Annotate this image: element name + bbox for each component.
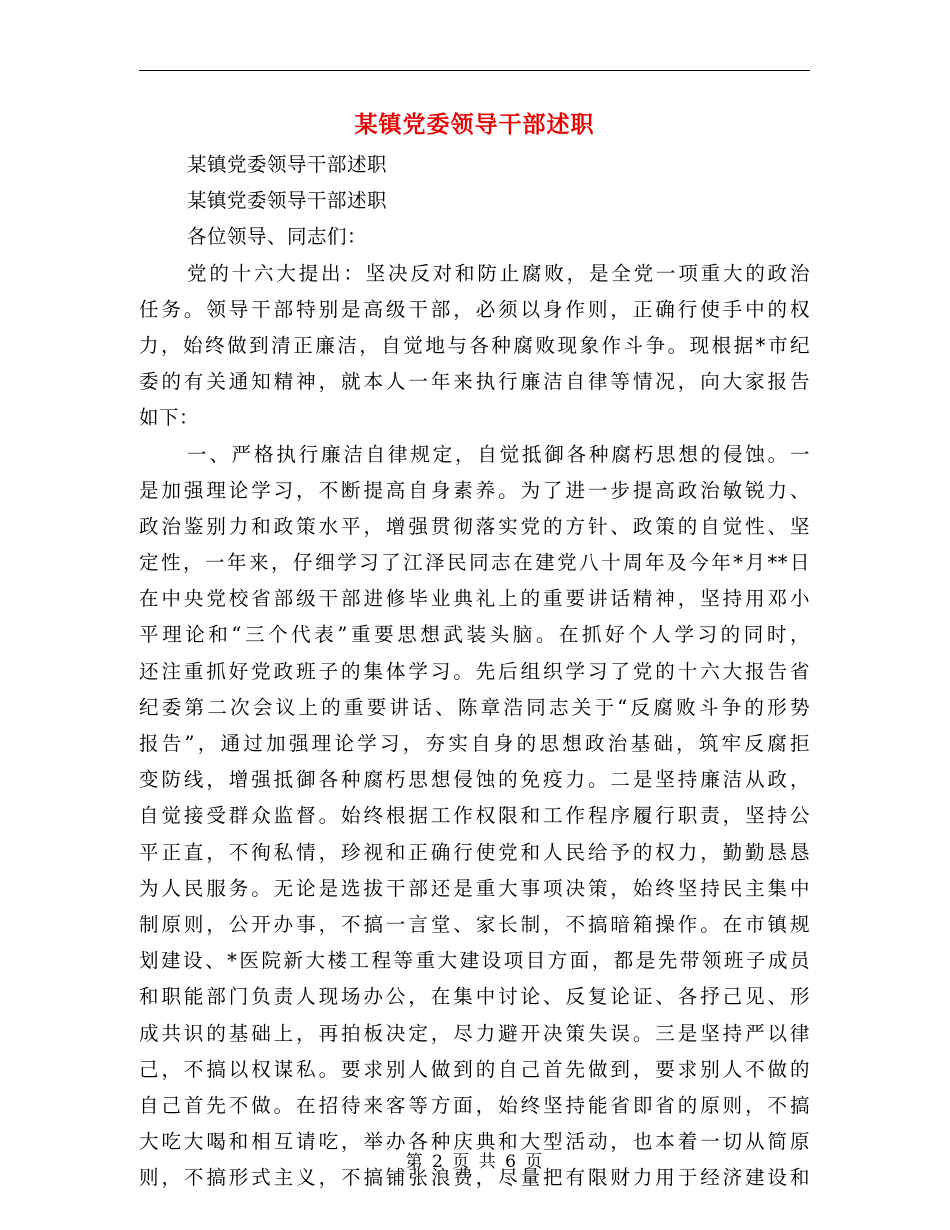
body-line: 任务。领导干部特别是高级干部，必须以身作则，正确行使手中的权 [139,297,810,321]
body-line: 某镇党委领导干部述职 [187,189,388,213]
body-line: 各位领导、同志们： [187,225,368,249]
body-line: 划建设、*医院新大楼工程等重大建设项目方面，都是先带领班子成员 [139,949,810,973]
body-line: 定性，一年来，仔细学习了江泽民同志在建党八十周年及今年*月**日 [139,551,810,575]
body-line: 和职能部门负责人现场办公，在集中讨论、反复论证、各抒己见、形 [139,985,810,1009]
body-line: 成共识的基础上，再拍板决定，尽力避开决策失误。三是坚持严以律 [139,1021,810,1045]
body-line: 为人民服务。无论是选拔干部还是重大事项决策，始终坚持民主集中 [139,876,810,900]
document-body [139,147,810,1196]
body-line: 则，不搞形式主义，不搞铺张浪费，尽量把有限财力用于经济建设和 [139,1166,810,1190]
body-line: 是加强理论学习，不断提高自身素养。为了进一步提高政治敏锐力、 [139,478,810,502]
body-line: 己，不搞以权谋私。要求别人做到的自己首先做到，要求别人不做的 [139,1057,810,1081]
body-line: 如下： [139,406,200,430]
body-line: 党的十六大提出：坚决反对和防止腐败，是全党一项重大的政治 [187,261,810,285]
body-line: 制原则，公开办事，不搞一言堂、家长制，不搞暗箱操作。在市镇规 [139,912,810,936]
body-line: 政治鉴别力和政策水平，增强贯彻落实党的方针、政策的自觉性、坚 [139,514,810,538]
body-line: 大吃大喝和相互请吃，举办各种庆典和大型活动，也本着一切从简原 [139,1130,810,1154]
body-line: 平理论和“三个代表”重要思想武装头脑。在抓好个人学习的同时， [139,623,810,647]
body-line: 自觉接受群众监督。始终根据工作权限和工作程序履行职责，坚持公 [139,804,810,828]
document-title: 某镇党委领导干部述职 [354,111,595,138]
body-line: 变防线，增强抵御各种腐朽思想侵蚀的免疫力。二是坚持廉洁从政， [139,768,810,792]
body-line: 纪委第二次会议上的重要讲话、陈章浩同志关于“反腐败斗争的形势 [139,695,810,719]
body-line: 力，始终做到清正廉洁，自觉地与各种腐败现象作斗争。现根据*市纪 [139,333,810,357]
page-number-footer: 第 2 页 共 6 页 [405,1152,545,1172]
body-line: 还注重抓好党政班子的集体学习。先后组织学习了党的十六大报告省 [139,659,810,683]
body-line: 某镇党委领导干部述职 [187,153,388,176]
body-line: 平正直，不徇私情，珍视和正确行使党和人民给予的权力，勤勤恳恳 [139,840,810,864]
body-line: 一、严格执行廉洁自律规定，自觉抵御各种腐朽思想的侵蚀。一 [187,442,810,466]
body-line: 在中央党校省部级干部进修毕业典礼上的重要讲话精神，坚持用邓小 [139,587,810,611]
body-line: 自己首先不做。在招待来客等方面，始终坚持能省即省的原则，不搞 [139,1093,810,1117]
body-line: 委的有关通知精神，就本人一年来执行廉洁自律等情况，向大家报告 [139,370,810,394]
body-line: 报告”，通过加强理论学习，夯实自身的思想政治基础，筑牢反腐拒 [139,732,810,755]
header-rule [139,70,810,71]
